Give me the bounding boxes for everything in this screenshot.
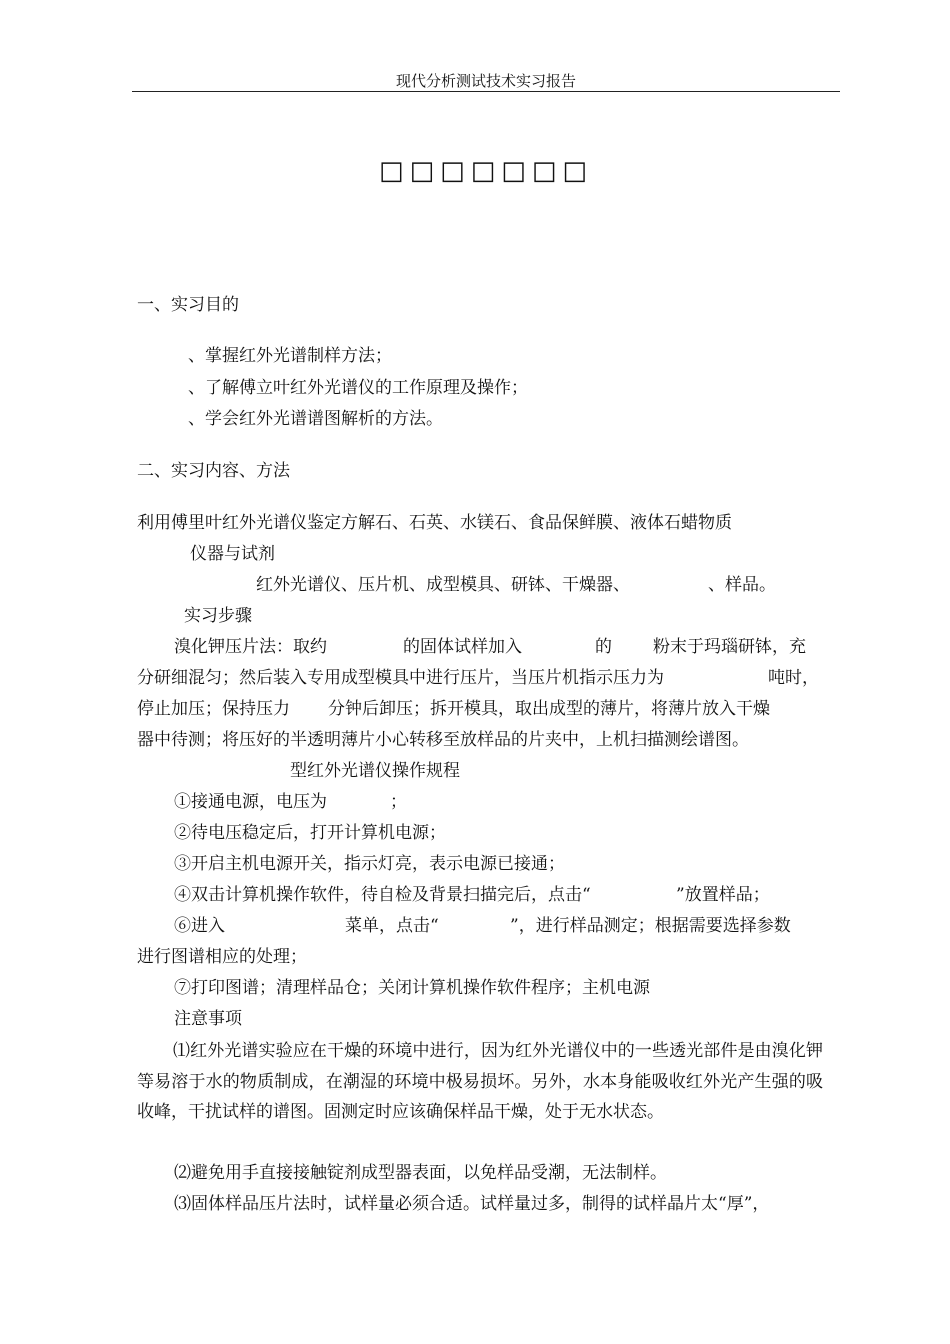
procedure-step: ③开启主机电源开关，指示灯亮，表示电源已接通； [174,854,565,874]
steps-heading: 实习步骤 [184,606,252,626]
procedure-heading: 型红外光谱仪操作规程 [290,761,460,781]
procedure-step: ④双击计算机操作软件，待自检及背景扫描完后，点击“ [174,885,591,905]
section-heading-content: 二、实习内容、方法 [137,461,290,481]
document-title: □□□□□□□ [379,156,593,186]
notes-heading: 注意事项 [174,1009,242,1029]
section-heading-purpose: 一、实习目的 [137,295,239,315]
kbr-text: 分钟后卸压；拆开模具，取出成型的薄片，将薄片放入干燥 [328,699,770,719]
procedure-step: ”，进行样品测定；根据需要选择参数 [510,916,791,936]
purpose-item: 、学会红外光谱谱图解析的方法。 [188,409,443,429]
kbr-text: 吨时， [768,668,819,688]
note-paragraph: ⑴红外光谱实验应在干燥的环境中进行，因为红外光谱仪中的一些透光部件是由溴化钾等易溶于水的物质制成，在潮湿的环境中极易损坏。另外，水本身能吸收红外光产生强的吸收峰，干扰试样的谱图。固测定时应该确保样品干燥，处于无水状态。 [137,1041,823,1122]
note-paragraph: ⑶固体样品压片法时，试样量必须合适。试样量过多，制得的试样晶片太“厚”， [174,1194,770,1214]
kbr-text: 溴化钾压片法：取约 [174,637,327,657]
kbr-text: 器中待测；将压好的半透明薄片小心转移至放样品的片夹中，上机扫描测绘谱图。 [137,730,749,750]
procedure-step: ⑦打印图谱；清理样品仓；关闭计算机操作软件程序；主机电源 [174,978,650,998]
instruments-heading: 仪器与试剂 [190,544,275,564]
procedure-step: 进行图谱相应的处理； [137,947,307,967]
kbr-text: 的 [595,637,612,657]
instruments-list: 红外光谱仪、压片机、成型模具、研钵、干燥器、 [256,575,630,595]
procedure-step: ”放置样品； [676,885,770,905]
procedure-step: ①接通电源，电压为 [174,792,327,812]
procedure-step: ②待电压稳定后，打开计算机电源； [174,823,446,843]
kbr-text: 粉末于玛瑙研钵，充 [653,637,806,657]
kbr-text: 停止加压；保持压力 [137,699,290,719]
running-header: 现代分析测试技术实习报告 [395,72,576,90]
purpose-item: 、掌握红外光谱制样方法； [188,346,392,366]
content-intro: 利用傅里叶红外光谱仪鉴定方解石、石英、水镁石、食品保鲜膜、液体石蜡物质 [137,513,732,533]
instruments-list-end: 、样品。 [708,575,776,595]
note-paragraph: ⑵避免用手直接接触锭剂成型器表面，以免样品受潮，无法制样。 [174,1163,667,1183]
kbr-text: 分研细混匀；然后装入专用成型模具中进行压片，当压片机指示压力为 [137,668,664,688]
procedure-step: ； [390,792,407,812]
header-rule [132,91,840,92]
purpose-item: 、了解傅立叶红外光谱仪的工作原理及操作； [188,378,528,398]
kbr-text: 的固体试样加入 [403,637,522,657]
procedure-step: ⑥进入 [174,916,225,936]
procedure-step: 菜单，点击“ [345,916,439,936]
